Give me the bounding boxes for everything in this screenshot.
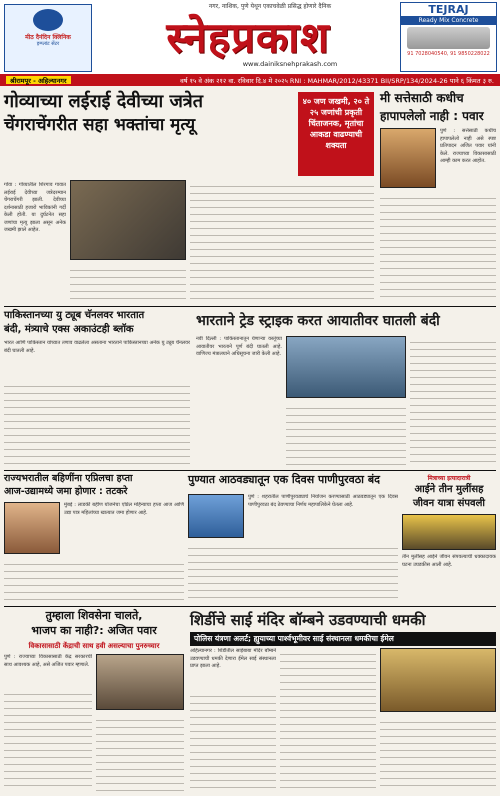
tejraj-phone: 91 7028040540, 91 9850228022 <box>407 51 490 57</box>
trade-body: नवी दिल्ली : पाकिस्तानातून येणाऱ्या वस्तूंच्या आयातीवर भारताने पूर्ण बंदी घातली आहे. वाणिज्य मंत्रालयाने अधिसूचना जारी केली आहे. <box>196 336 282 357</box>
info-bar <box>0 74 500 86</box>
shirdi-headline: शिर्डीचे साई मंदिर बॉम्बने उडवण्याची धमकी <box>190 611 426 629</box>
shivsena-subhead: विकासासाठी केंद्राची साथ हवी असल्याचा पुनरुच्चार <box>28 642 160 650</box>
tagline: नगर, नाशिक, पुणे येथून एकाचवेळी प्रसिद्ध होणारे दैनिक <box>208 3 332 10</box>
clinic-ad-title: मीठ दैनंदिन क्लिनिक <box>25 34 71 41</box>
divider <box>4 306 496 307</box>
shirdi-body: अहिल्यानगर : शिर्डीतील साईबाबा मंदिर बॉम्बने उडवण्याची धमकी देणारा ईमेल साई संस्थानला प्राप्त झाला आहे. <box>190 648 276 669</box>
installment-headline-1: राज्यभरातील बहिणींना एप्रिलचा हप्ता <box>4 473 133 484</box>
temple-photo <box>70 180 186 260</box>
lead-headline-2: चेंगराचेंगरीत सहा भक्तांचा मृत्यू <box>4 115 196 135</box>
pawar-headline-1: मी सत्तेसाठी कधीच <box>380 91 464 105</box>
water-body: पुणे : शहरातील पाणीपुरवठ्याचे नियोजन करण्यासाठी आठवड्यातून एक दिवस पाणीपुरवठा बंद ठेवण्याचा निर्णय महापालिकेने घेतला आहे. <box>248 494 398 508</box>
shivsena-body: पुणे : राज्याच्या विकासासाठी केंद्र सरकारची साथ आवश्यक आहे, असे अजित पवार म्हणाले. <box>4 654 92 668</box>
pawar-body: पुणे : सत्तेसाठी कधीच हापापलेलो नाही असे स्पष्ट प्रतिपादन अजित पवार यांनी केले. राज्याच्या विकासासाठी आम्ही काम करत आहोत. <box>440 128 496 164</box>
shivsena-headline-1: तुम्हाला शिवसेना चालते, <box>45 609 143 622</box>
lead-headline-1: गोव्याच्या लईराई देवीच्या जत्रेत <box>4 91 203 112</box>
sai-temple-photo <box>380 648 496 712</box>
installment-body-cont <box>4 558 184 602</box>
shivsena-headline-2: भाजप का नाही?: अजित पवार <box>31 624 157 637</box>
pakistan-body: भारत आणि पाकिस्तान यांच्यात तणाव वाढलेला असताना भारताने पाकिस्तानच्या अनेक यु ट्यूब चॅनलवर बंदी घातली आहे. <box>4 340 190 354</box>
tragedy-headline-1: आईने तीन मुलींसह <box>414 484 484 495</box>
installment-body: मुंबई : लाडकी बहीण योजनेचा एप्रिल महिन्याचा हप्ता आज आणि उद्या पात्र महिलांच्या खात्यात जमा होणार आहे. <box>64 502 184 516</box>
lead-body-cont <box>70 264 186 302</box>
pakistan-body-cont <box>4 380 190 466</box>
lead-highlight-box: ४० जण जखमी, २० ते २५ जणांची प्रकृती चिंताजनक, मृतांचा आकडा वाढण्याची शक्यता <box>298 92 374 176</box>
shivsena-body-cont <box>4 688 92 792</box>
tejraj-sub: Ready Mix Concrete <box>401 16 496 25</box>
clinic-ad[interactable] <box>4 4 92 72</box>
shivsena-body-cont-2 <box>96 714 184 792</box>
border-photo <box>286 336 406 398</box>
leaders-photo <box>96 654 184 710</box>
pakistan-headline-2: बंदी, मंत्र्याचे एक्स अकाउंटही ब्लॉक <box>4 324 134 335</box>
clinic-logo-icon <box>33 9 63 31</box>
website-url[interactable]: www.dainiksnehprakash.com <box>242 60 338 68</box>
issue-details: वर्ष १५ वे अंक २१२ वा. रविवार दि.४ मे २०२५ RNI : MAHMAR/2012/43371 BII/SRP/134/2024-26 पाने ६ किंमत ३ रु. <box>180 77 494 85</box>
trade-body-cont <box>286 402 406 466</box>
tejraj-ad[interactable] <box>400 2 497 72</box>
tragedy-headline-2: जीवन यात्रा संपवली <box>413 498 485 509</box>
tragedy-body: तीन मुलींसह आईने जीवन संपवल्याची धक्कादायक घटना उघडकीस आली आहे. <box>402 554 496 568</box>
tatkare-photo <box>4 502 60 554</box>
mixer-truck-icon <box>407 27 490 49</box>
clinic-ad-sub: इम्प्लांट सेंटर <box>36 41 60 47</box>
shirdi-body-col3 <box>380 716 496 792</box>
installment-headline-2: आज-उद्यामध्ये जमा होणार : तटकरे <box>4 486 128 497</box>
trade-body-right <box>410 336 496 466</box>
water-headline: पुण्यात आठवड्यातून एक दिवस पाणीपुरवठा बंद <box>188 473 380 486</box>
pakistan-headline-1: पाकिस्तानच्या यु ट्यूब चॅनलवर भारतात <box>4 310 145 321</box>
lead-body-cols <box>190 180 374 302</box>
newspaper-name: स्नेहप्रकाश <box>166 13 330 62</box>
trade-headline: भारताने ट्रेड स्ट्राइक करत आयातीवर घातली बंदी <box>196 313 440 329</box>
pawar-body-cont <box>380 192 496 302</box>
divider-2 <box>4 470 496 471</box>
pawar-headline-2: हापापलेलो नाही : पवार <box>380 109 484 123</box>
shirdi-body-cont <box>190 690 276 792</box>
tejraj-brand: TEJRAJ <box>401 3 496 16</box>
pawar-photo <box>380 128 436 188</box>
shirdi-body-col2 <box>280 648 376 792</box>
water-photo <box>188 494 244 538</box>
lead-body: गोवा : गोव्यातील शिरगाव गावात लईराई देवीच्या जत्रेदरम्यान चेंगराचेंगरी झाली. देवीच्या दर्शनासाठी हजारो भाविकांनी गर्दी केली होती. या दुर्घटनेत सहा जणांचा मृत्यू झाला असून अनेक जखमी झाले आहेत. <box>4 182 66 233</box>
edition-place: श्रीरामपूर - अहिल्यानगर <box>6 76 71 84</box>
tragedy-photo <box>402 514 496 550</box>
water-body-cont <box>188 542 398 602</box>
divider-3 <box>4 606 496 607</box>
shirdi-subhead: पोलिस यंत्रणा अलर्ट; ह्युयाच्या पार्श्वभूमीवर साई संस्थानला धमकीचा ईमेल <box>190 632 496 646</box>
tragedy-kicker: मित्राच्या इत्यादारात्री <box>427 475 471 482</box>
